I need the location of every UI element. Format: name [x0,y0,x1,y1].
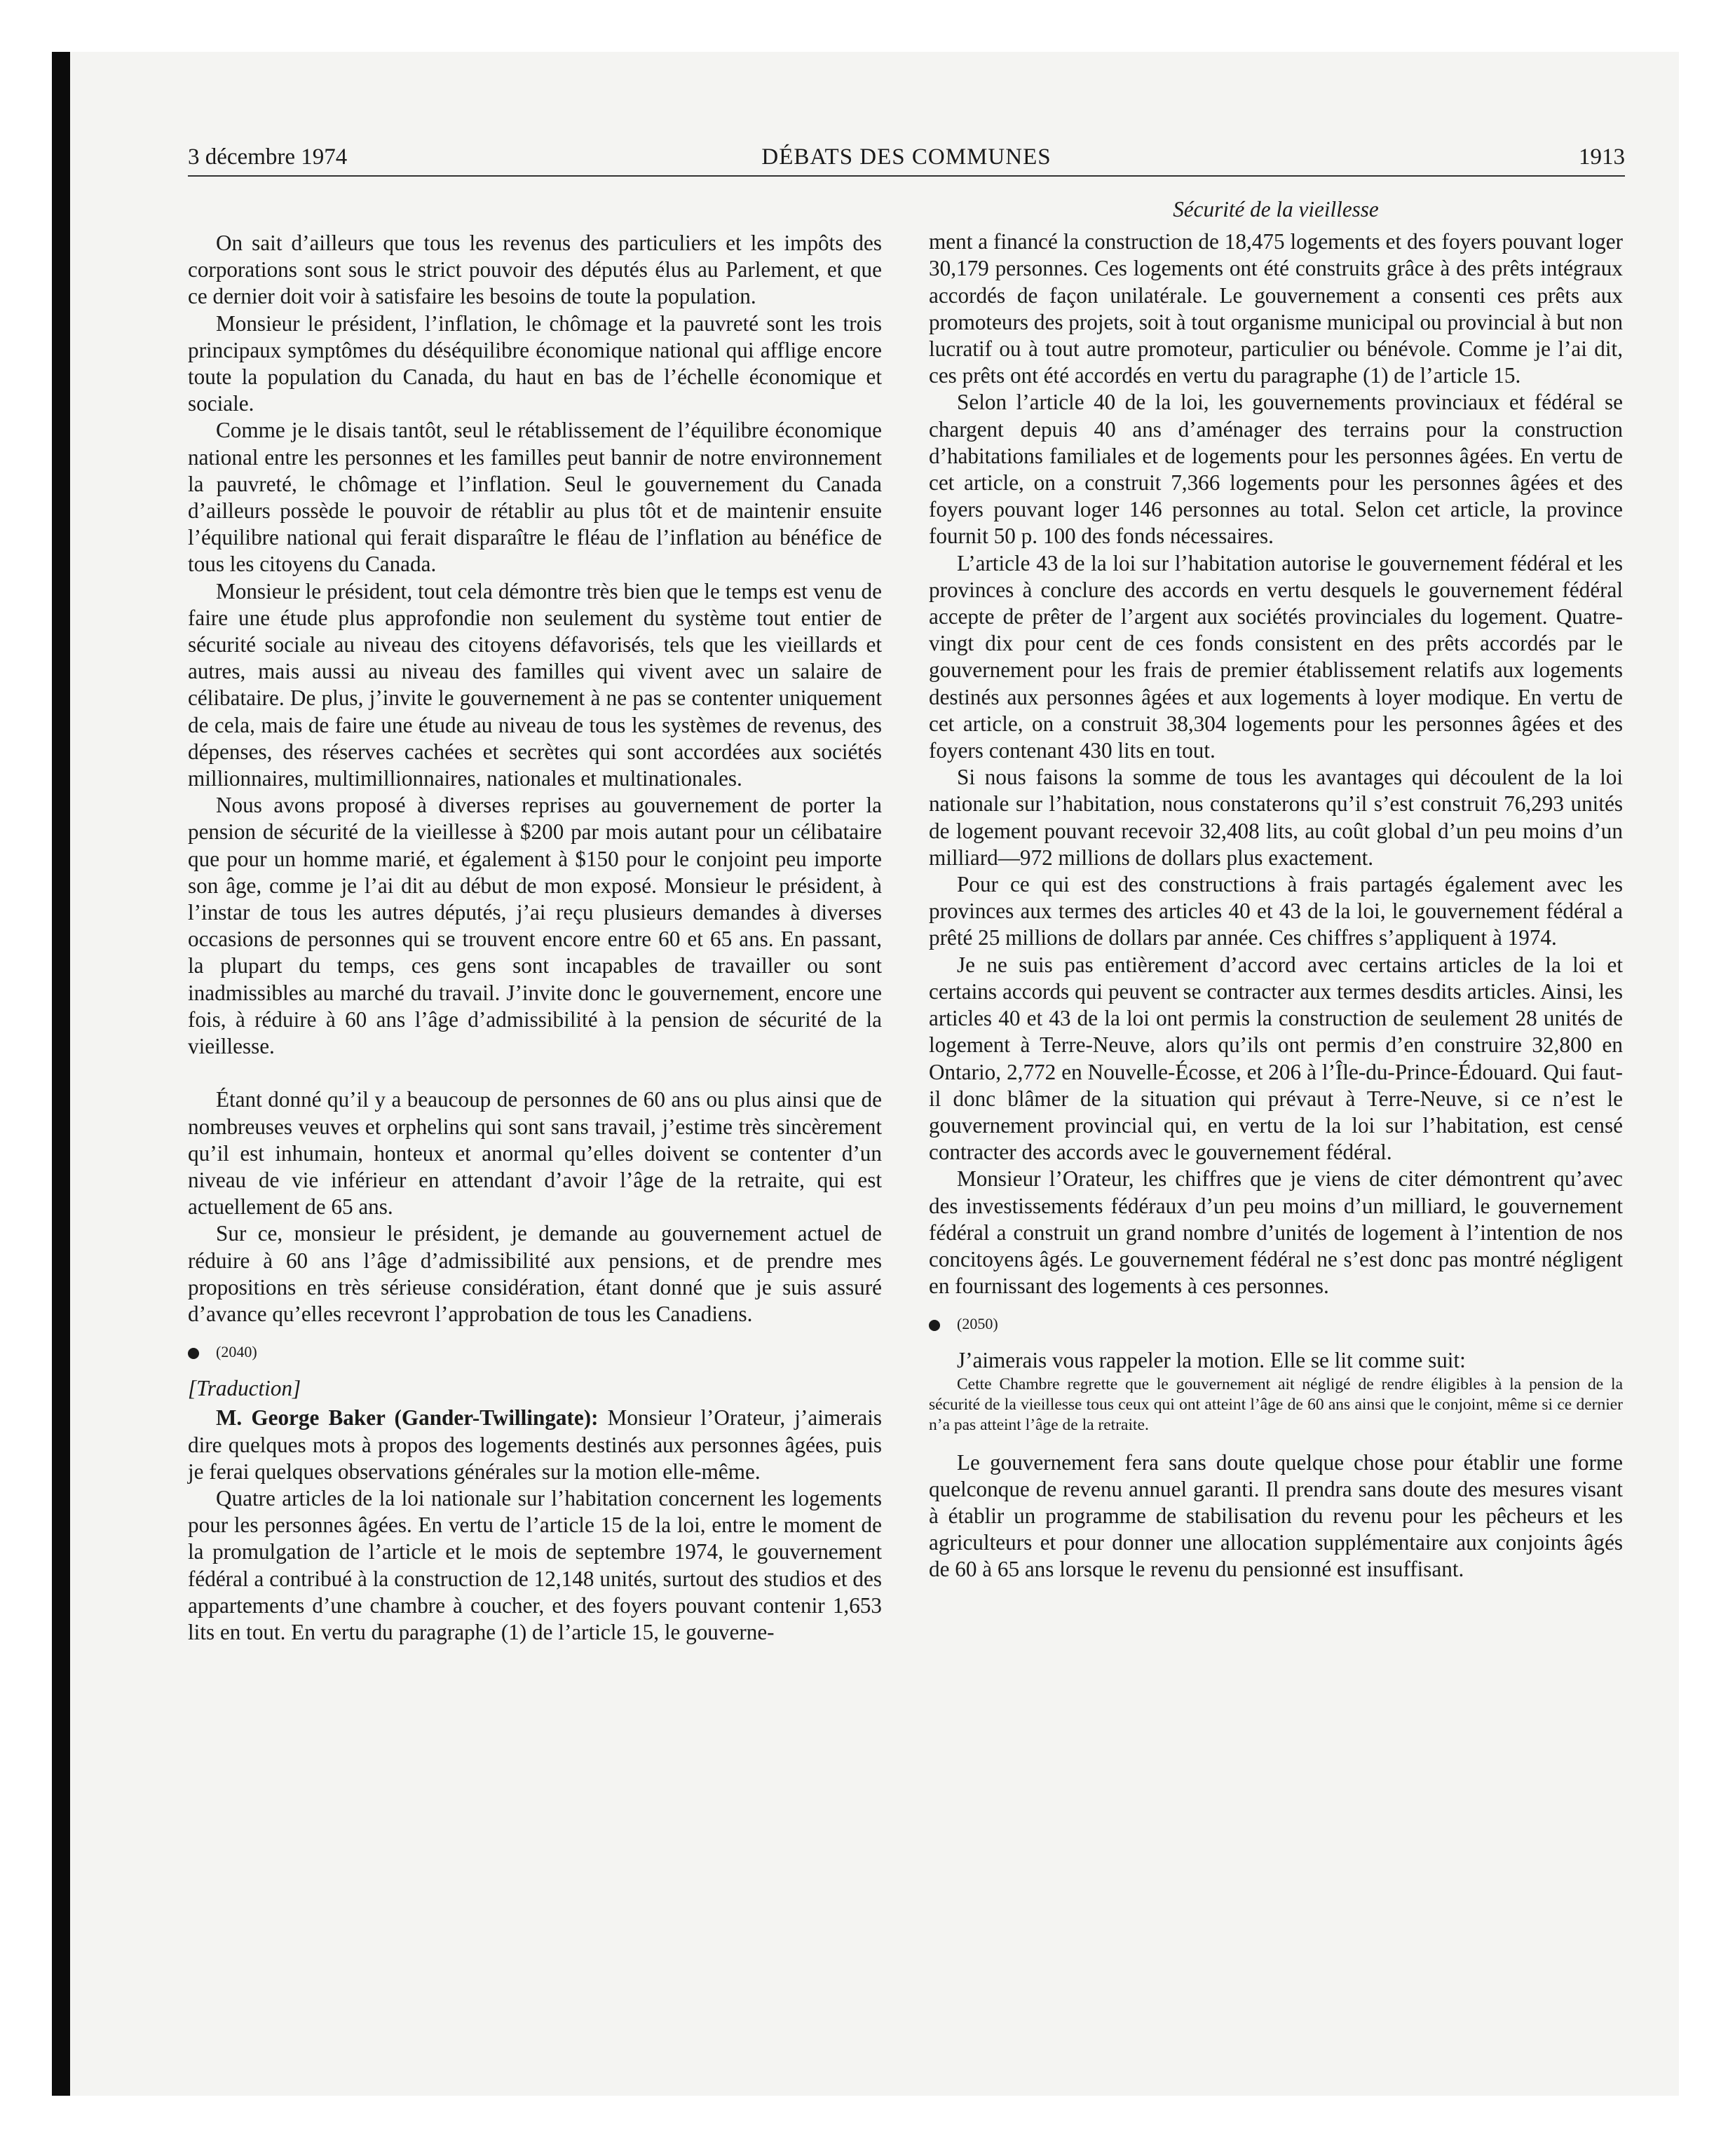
paragraph: Comme je le disais tantôt, seul le rétablissement de l’équilibre économique national entre les personnes et les familles peut bannir de notre environnement la pauvreté, le chômage et l’inflation. Seul le gouvernement du Canada d’ailleurs possède le pouvoir de rétablir au plus tôt et de maintenir ensuite l’équilibre national qui ferait disparaître le fléau de l’inflation au bénéfice de tous les citoyens du Canada. [188,418,882,577]
paragraph: Monsieur le président, tout cela démontre très bien que le temps est venu de faire une étude plus approfondie non seulement du système tout entier de sécurité sociale au niveau des citoyens défavorisés, tels que les vieillards et autres, mais aussi au niveau des familles qui vivent avec un salaire de célibataire. De plus, j’invite le gouvernement à ne pas se contenter uniquement de cela, mais de faire une étude au niveau de tous les systèmes de revenus, des dépenses, des réserves cachées et secrètes qui sont accordées aux sociétés millionnaires, multimillionnaires, nationales et multinationales. [188,578,882,791]
running-head: Sécurité de la vieillesse [1173,197,1379,221]
speech-text: Monsieur l’Orateur, j’aimerais dire quelques mots à propos des logements destinés aux personnes âgées, puis je ferai quelques observations générales sur la motion elle-même. [188,1405,882,1484]
time-marker-label: (2050) [957,1315,998,1333]
paragraph: Je ne suis pas entièrement d’accord avec certains articles de la loi et certains accords qui peuvent se contracter aux termes desdits articles. Ainsi, les articles 40 et 43 de la loi ont permis la construction de seulement 28 unités de logement à Terre-Neuve, alors qu’ils ont permis d’en construire 32,800 en Ontario, 2,772 en Nouvelle-Écosse, et 206 à l’Île-du-Prince-Édouard. Qui faut-il donc blâmer de la situation qui prévaut à Terre-Neuve, si ce n’est le gouvernement provincial qui, en vertu de la loi sur l’habitation, est censé contracter des accords avec le gouvernement fédéral. [929,952,1623,1165]
paragraph: J’aimerais vous rappeler la motion. Elle se lit comme suit: [957,1348,1466,1373]
translation-tag: [Traduction] [188,1376,301,1401]
paragraph: Monsieur le président, l’inflation, le chômage et la pauvreté sont les trois principaux symptômes du déséquilibre économique national qui afflige encore toute la population du Canada, du haut en bas de l’échelle économique et sociale. [188,311,882,416]
right-column [929,196,1623,1583]
motion-quote [929,1374,1623,1435]
paragraph: Monsieur l’Orateur, les chiffres que je viens de citer démontrent qu’avec des investissements fédéraux d’un peu moins d’un milliard, le gouvernement fédéral a construit un grand nombre d’unités de logement à l’intention de nos concitoyens âgés. Le gouvernement fédéral ne s’est donc pas montré négligent en fournissant des logements à ces personnes. [929,1166,1623,1299]
paragraph: Pour ce qui est des constructions à frais partagés également avec les provinces aux termes des articles 40 et 43 de la loi, le gouvernement fédéral a prêté 25 millions de dollars par année. Ces chiffres s’appliquent à 1974. [929,872,1623,950]
speaker-name: M. George Baker (Gander-Twillingate): [216,1405,599,1431]
scan-border [52,52,70,2096]
time-marker [929,1311,1623,1337]
paragraph: On sait d’ailleurs que tous les revenus des particuliers et les impôts des corporations sont sous le strict pouvoir des députés élus au Parlement, et que ce dernier doit voir à satisfaire les besoins de toute la population. [188,231,882,309]
motion-text: Cette Chambre regrette que le gouvernement ait négligé de rendre éligibles à la pension de la sécurité de la vieillesse tous ceux qui ont atteint l’âge de 60 ans ainsi que le conjoint, même si ce dernier n’a pas atteint l’âge de la retraite. [929,1374,1623,1434]
paragraph: ment a financé la construction de 18,475 logements et des foyers pouvant loger 30,179 personnes. Ces logements ont été construits grâce à des prêts intégraux accordés de façon unilatérale. Le gouvernement a consenti ces prêts aux promoteurs des projets, soit à tout organisme municipal ou provincial à but non lucratif ou à tout autre promoteur, particulier ou bénévole. Comme je l’ai dit, ces prêts ont été accordés en vertu du paragraphe (1) de l’article 15. [929,229,1623,388]
page-number: 1913 [1579,144,1625,170]
time-marker-label: (2040) [216,1343,257,1361]
paragraph: Selon l’article 40 de la loi, les gouvernements provinciaux et fédéral se chargent depuis 40 ans d’aménager des terrains pour la construction d’habitations familiales et de logements pour les personnes âgées. En vertu de cet article, on a construit 7,366 logements pour les personnes âgées et des foyers pouvant loger 146 personnes au total. Selon cet article, la province fournit 50 p. 100 des fonds nécessaires. [929,390,1623,549]
bullet-icon [188,1348,199,1359]
header-date: 3 décembre 1974 [188,144,348,170]
speech-paragraph [188,1405,882,1485]
paragraph: Quatre articles de la loi nationale sur l’habitation concernent les logements pour les personnes âgées. En vertu de l’article 15 de la loi, entre le moment de la promulgation de l’article et le mois de septembre 1974, le gouvernement fédéral a contribué à la construction de 12,148 unités, surtout des studios et des appartements d’une chambre à coucher, et des foyers pouvant contenir 1,653 lits en tout. En vertu du paragraphe (1) de l’article 15, le gouverne- [188,1485,882,1644]
left-column [188,230,882,1646]
paragraph: Si nous faisons la somme de tous les avantages qui découlent de la loi nationale sur l’habitation, nous constaterons qu’il s’est construit 76,293 unités de logement pouvant recevoir 32,408 lits, au coût global d’un peu moins d’un milliard—972 millions de dollars plus exactement. [929,765,1623,870]
header-title: DÉBATS DES COMMUNES [761,144,1052,170]
paragraph: Nous avons proposé à diverses reprises au gouvernement de porter la pension de sécurité de la vieillesse à $200 par mois autant pour un célibataire que pour un homme marié, et également à $150 pour le conjoint peu importe son âge, comme je l’ai dit au début de mon exposé. Monsieur le président, à l’instar de tous les autres députés, j’ai reçu plusieurs demandes à diverses occasions de personnes qui se trouvent encore entre 60 et 65 ans. En passant, la plupart du temps, ces gens sont incapables de travailler ou sont inadmissibles au marché du travail. J’invite donc le gouvernement, encore une fois, à réduire à 60 ans l’âge d’admissibilité à la pension de sécurité de la vieillesse. [188,793,882,1059]
paragraph: Le gouvernement fera sans doute quelque chose pour établir une forme quelconque de revenu annuel garanti. Il prendra sans doute des mesures visant à établir un programme de stabilisation du revenu pour les pêcheurs et les agriculteurs et pour donner une allocation supplémentaire aux conjoints âgés de 60 à 65 ans lorsque le revenu du pensionné est insuffisant. [929,1449,1623,1582]
paragraph: L’article 43 de la loi sur l’habitation autorise le gouvernement fédéral et les provinces à conclure des accords en vertu desquels le gouvernement fédéral accepte de prêter de l’argent aux sociétés provinciales du logement. Quatre-vingt dix pour cent de ces fonds consistent en des prêts accordés par le gouvernement pour les frais de premier établissement relatifs aux logements destinés aux personnes âgées et aux logements à loyer modique. En vertu de cet article, on a construit 38,304 logements pour les personnes âgées et des foyers contenant 430 lits en tout. [929,550,1623,763]
paragraph: Étant donné qu’il y a beaucoup de personnes de 60 ans ou plus ainsi que de nombreuses veuves et orphelins qui sont sans travail, j’estime très sincèrement qu’il est inhumain, honteux et anormal qu’elles doivent se contenter d’un niveau de vie inférieur en attendant d’avoir l’âge de la retraite, qui est actuellement de 65 ans. [188,1087,882,1220]
bullet-icon [929,1320,940,1331]
time-marker [188,1339,882,1365]
page-header [188,139,1625,177]
paragraph: Sur ce, monsieur le président, je demande au gouvernement actuel de réduire à 60 ans l’âge d’admissibilité aux pensions, et de prendre mes propositions en très sérieuse considération, étant donné que je suis assuré d’avance qu’elles recevront l’approbation de tous les Canadiens. [188,1221,882,1326]
